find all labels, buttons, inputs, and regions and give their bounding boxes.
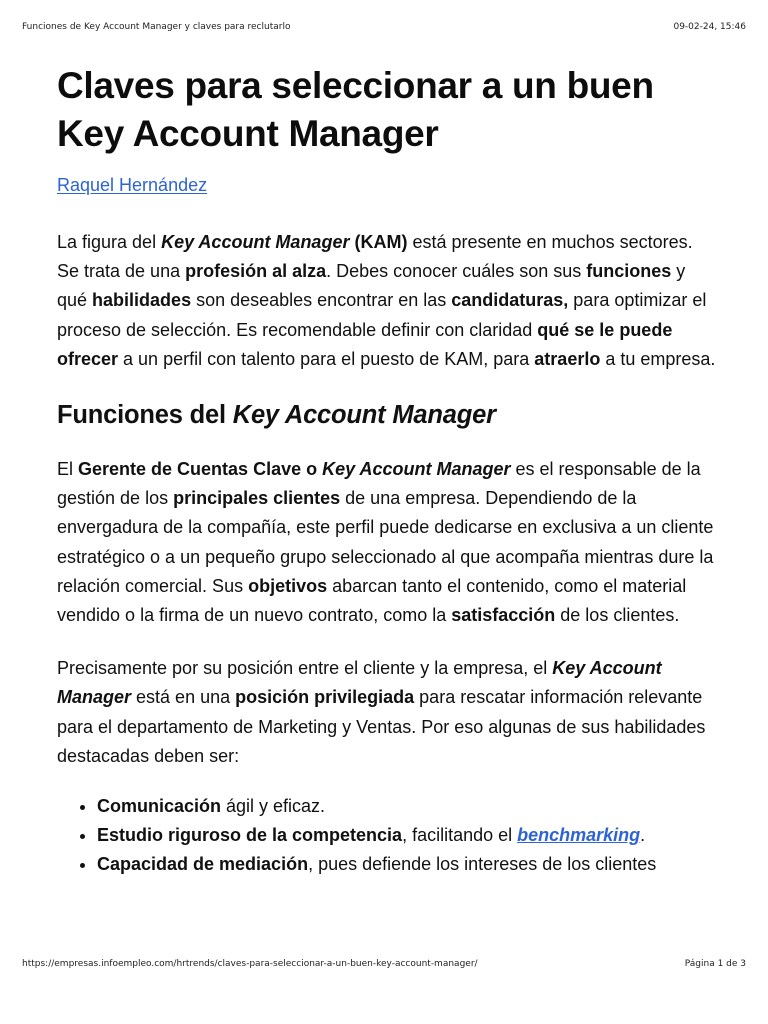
habilidades-paragraph: Precisamente por su posición entre el cliente y la empresa, el Key Account Manager está en una posición privilegiada para rescatar información relevante para el departamento de Marketing y Ventas. Por eso algunas de sus habilidades destacadas deben ser: [57,658,706,766]
print-header [22,22,746,32]
benchmarking-link[interactable]: benchmarking [517,825,641,846]
print-header-datetime: 09-02-24, 15:46 [673,22,746,32]
list-item: • Estudio riguroso de la competencia, facilitando el benchmarking. [97,821,717,850]
skills-list [57,792,717,880]
author-link[interactable]: Raquel Hernández [57,175,208,195]
title-line-1: Claves para seleccionar a un buen [57,65,654,106]
list-item: • Capacidad de mediación, pues defiende los intereses de los clientes [97,850,717,879]
print-footer-page: Página 1 de 3 [684,959,746,969]
print-header-title: Funciones de Key Account Manager y claves para reclutarlo [22,22,291,32]
funciones-paragraph: El Gerente de Cuentas Clave o Key Account Manager es el responsable de la gestión de los principales clientes de una empresa. Dependiendo de la envergadura de la compañía, este perfil puede dedicarse en exclusiva a un cliente estratégico o a un pequeño grupo seleccionado al que acompaña mientras dure la relación comercial. Sus objetivos abarcan tanto el contenido, como el material vendido o la firma de un nuevo contrato, como la satisfacción de los clientes. [57,459,714,626]
print-footer-url: https://empresas.infoempleo.com/hrtrends/claves-para-seleccionar-a-un-buen-key-account-manager/ [22,959,478,969]
section-heading-funciones: Funciones del Key Account Manager [57,401,496,430]
title-line-2: Key Account Manager [57,113,439,154]
article [57,62,717,880]
intro-paragraph: La figura del Key Account Manager (KAM) está presente en muchos sectores. Se trata de una profesión al alza. Debes conocer cuáles son sus funciones y qué habilidades son deseables encontrar en las candidaturas, para optimizar el proceso de selección. Es recomendable definir con claridad qué se le puede ofrecer a un perfil con talento para el puesto de KAM, para atraerlo a tu empresa. [57,232,716,369]
print-footer [22,959,746,969]
article-title [57,62,717,158]
list-item: • Comunicación ágil y eficaz. [97,792,717,821]
